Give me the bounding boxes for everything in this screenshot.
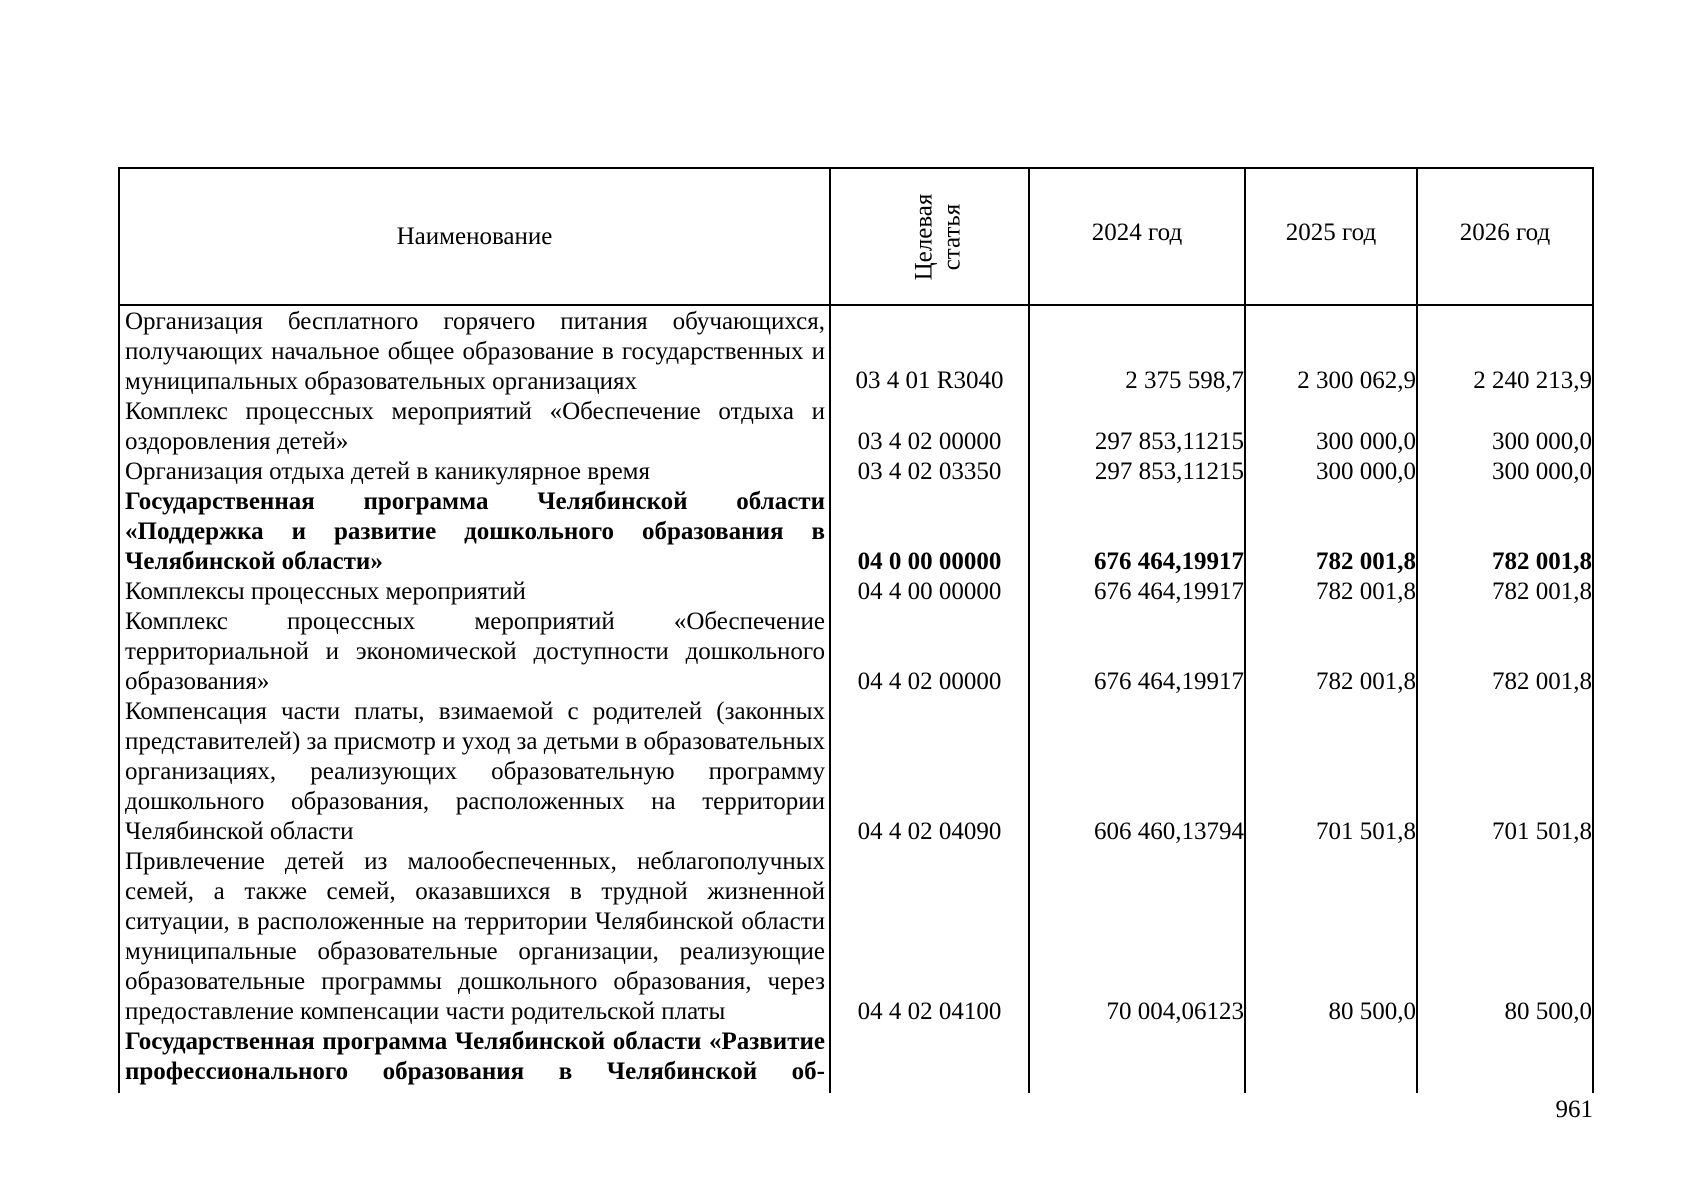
page-number: 961: [1555, 1096, 1593, 1123]
table-top-border: [118, 167, 1594, 169]
row-2026: 300 000,0: [1492, 428, 1592, 455]
row-code: 03 4 01 R3040: [855, 367, 1004, 394]
row-2025: 2 300 062,9: [1297, 367, 1416, 394]
header-2026: 2026 год: [1459, 219, 1551, 246]
row-2024: 676 464,19917: [1094, 578, 1244, 605]
table-right-border: [1592, 167, 1594, 1093]
row-2026: 782 001,8: [1492, 668, 1592, 695]
col-divider-2: [1028, 167, 1030, 1093]
row-2025: 701 501,8: [1316, 818, 1416, 845]
row-2025: 80 500,0: [1328, 998, 1416, 1025]
row-2024: 70 004,06123: [1106, 998, 1244, 1025]
row-name: Компенсация части платы, взимаемой с родителей (законных представителей) за присмотр и уход за детьми в образовательных организациях, реализующих образовательную программу дошкольного образования, расположенных на территории Челябинской области: [125, 698, 825, 845]
row-name: Государственная программа Челябинской области «Поддержка и развитие дошкольного образования в Челябинской области»: [125, 488, 825, 575]
row-2025: 300 000,0: [1316, 428, 1416, 455]
row-code: 04 4 02 04090: [857, 818, 1002, 845]
row-2024: 2 375 598,7: [1125, 367, 1244, 394]
row-2025: 782 001,8: [1316, 668, 1416, 695]
row-2024: 676 464,19917: [1094, 668, 1244, 695]
row-code: 04 4 00 00000: [857, 578, 1002, 605]
row-name: Государственная программа Челябинской области «Развитие профессионального образования в Челябинской об-: [125, 1028, 825, 1085]
col-divider-1: [829, 167, 831, 1093]
header-target-article: [838, 172, 1038, 302]
col-divider-3: [1244, 167, 1246, 1093]
row-code: 03 4 02 00000: [857, 428, 1002, 455]
row-2026: 782 001,8: [1492, 578, 1592, 605]
row-2025: 300 000,0: [1316, 458, 1416, 485]
row-2025: 782 001,8: [1316, 548, 1416, 575]
row-2024: 606 460,13794: [1094, 818, 1244, 845]
header-bottom-border: [118, 304, 1594, 306]
row-2026: 80 500,0: [1504, 998, 1592, 1025]
row-name: Организация отдыха детей в каникулярное время: [125, 458, 650, 485]
header-target-line2: статья: [937, 203, 965, 271]
row-2026: 782 001,8: [1492, 548, 1592, 575]
col-divider-4: [1416, 167, 1418, 1093]
row-code: 04 4 02 00000: [857, 668, 1002, 695]
row-2025: 782 001,8: [1316, 578, 1416, 605]
table-left-border: [118, 167, 120, 1093]
row-name: Привлечение детей из малообеспеченных, неблагополучных семей, а также семей, оказавшихся в трудной жизненной ситуации, в расположенные на территории Челябинской области муниципальные образовательные организации, реализующие образовательные программы дошкольного образования, через предоставление компенсации части родительской платы: [125, 848, 825, 1025]
header-2025: 2025 год: [1285, 219, 1377, 246]
row-code: 04 0 00 00000: [857, 548, 1002, 575]
row-name: Комплексы процессных мероприятий: [125, 578, 526, 605]
row-2024: 676 464,19917: [1094, 548, 1244, 575]
row-2026: 701 501,8: [1492, 818, 1592, 845]
row-code: 04 4 02 04100: [857, 998, 1002, 1025]
row-2024: 297 853,11215: [1094, 458, 1244, 485]
header-target-line1: Целевая: [909, 193, 937, 281]
row-name: Комплекс процессных мероприятий «Обеспечение отдыха и оздоровления детей»: [125, 398, 825, 455]
row-2026: 2 240 213,9: [1473, 367, 1592, 394]
row-2026: 300 000,0: [1492, 458, 1592, 485]
row-name: Комплекс процессных мероприятий «Обеспечение территориальной и экономической доступности дошкольного образования»: [125, 608, 825, 695]
row-code: 03 4 02 03350: [857, 458, 1002, 485]
row-2024: 297 853,11215: [1094, 428, 1244, 455]
row-name: Организация бесплатного горячего питания обучающихся, получающих начальное общее образование в государственных и муниципальных образовательных организациях: [125, 308, 825, 395]
header-name: Наименование: [396, 223, 553, 250]
header-2024: 2024 год: [1091, 219, 1183, 246]
